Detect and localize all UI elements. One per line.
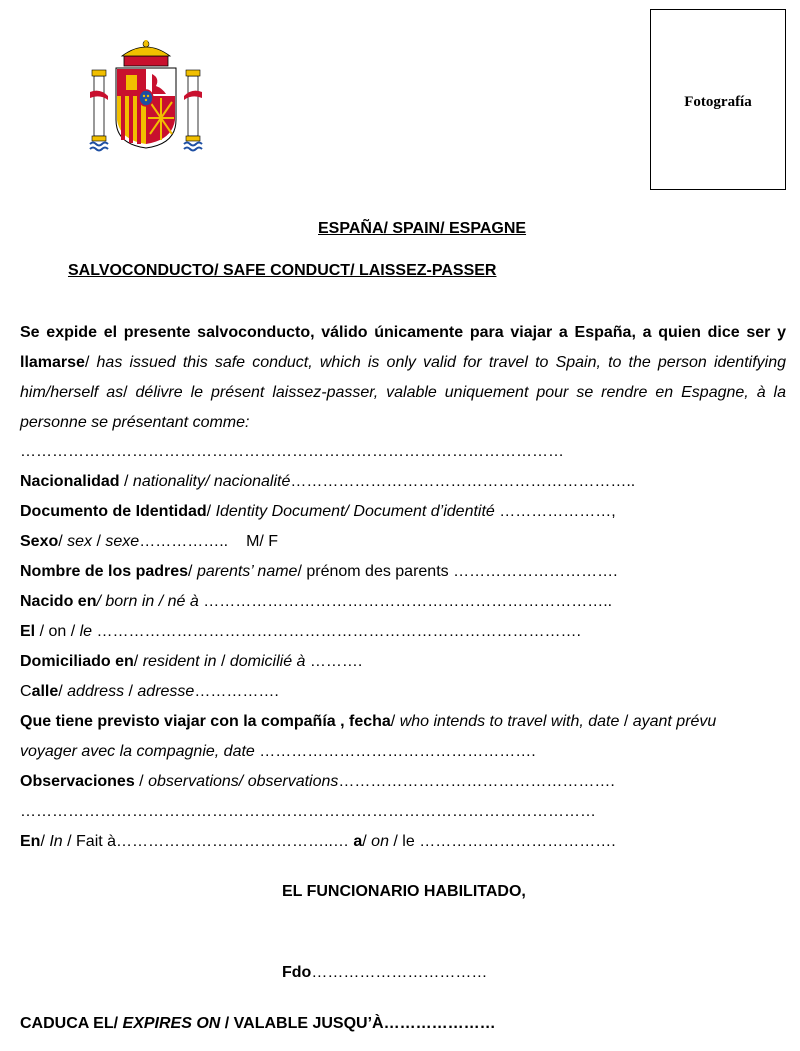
country-heading: ESPAÑA/ SPAIN/ ESPAGNE bbox=[318, 220, 527, 237]
observations-extra-line[interactable]: ……………………………………………………………………………………………… bbox=[20, 803, 596, 820]
travel-company-field-continued[interactable]: voyager avec la compagnie, date ……………………………………………. bbox=[20, 743, 536, 760]
intro-french-text: délivre le présent laissez-passer, valable uniquement pour se rendre en Espagne, à la personne se présentant comme: bbox=[20, 384, 787, 431]
coat-of-arms-emblem bbox=[88, 40, 204, 154]
birthdate-field[interactable]: El / on / le ………………………………………………………………………………. bbox=[20, 623, 581, 640]
name-field-line[interactable]: ………………………………………………………………………………………… bbox=[20, 443, 564, 460]
identity-document-field[interactable]: Documento de Identidad/ Identity Document/ Document d’identité …………………, bbox=[20, 503, 616, 520]
sex-options: M/ F bbox=[246, 533, 279, 550]
photo-label: Fotografía bbox=[684, 94, 752, 110]
photo-box bbox=[650, 9, 786, 190]
expiry-field[interactable]: CADUCA EL/ EXPIRES ON / VALABLE JUSQU’À………………… bbox=[20, 1015, 496, 1032]
travel-company-field[interactable]: Que tiene previsto viajar con la compañía , fecha/ who intends to travel with, date / ayant prévu bbox=[20, 713, 717, 730]
birthplace-field[interactable]: Nacido en/ born in / né à ………………………………………………………………….. bbox=[20, 593, 613, 610]
document-heading: SALVOCONDUCTO/ SAFE CONDUCT/ LAISSEZ-PASSER bbox=[68, 262, 497, 279]
signature-field[interactable]: Fdo…………………………… bbox=[282, 964, 488, 981]
official-title: EL FUNCIONARIO HABILITADO, bbox=[282, 883, 526, 900]
nationality-field[interactable]: Nacionalidad / nationality/ nacionalité……………………………………………………….. bbox=[20, 473, 636, 490]
parents-name-field[interactable]: Nombre de los padres/ parents’ name/ prénom des parents …………………………. bbox=[20, 563, 618, 580]
residence-field[interactable]: Domiciliado en/ resident in / domicilié à ………. bbox=[20, 653, 363, 670]
observations-field[interactable]: Observaciones / observations/ observations……………………………………………. bbox=[20, 773, 615, 790]
sex-field[interactable]: Sexo/ sex / sexe…………….. M/ F bbox=[20, 533, 279, 550]
intro-english-text: has issued this safe conduct, which is only valid for travel to Spain, to the person identifying him/herself as bbox=[20, 354, 787, 401]
intro-paragraph: Se expide el presente salvoconducto, válido únicamente para viajar a España, a quien dice ser y llamarse/ has issued this safe conduct, which is only valid for travel to Spain, to the person identifying him/herself as/ délivre le présent laissez-passer, valable uniquement pour se rendre en Espagne, à la personne se présentant comme: bbox=[20, 324, 787, 431]
place-date-field[interactable]: En/ In / Fait à…………………………………..… a/ on / le ………………………………. bbox=[20, 833, 616, 850]
address-field[interactable]: Calle/ address / adresse……………. bbox=[20, 683, 279, 700]
intro-bold-text: Se expide el presente salvoconducto, válido únicamente para viajar a España, a quien dice ser y llamarse bbox=[20, 324, 786, 371]
